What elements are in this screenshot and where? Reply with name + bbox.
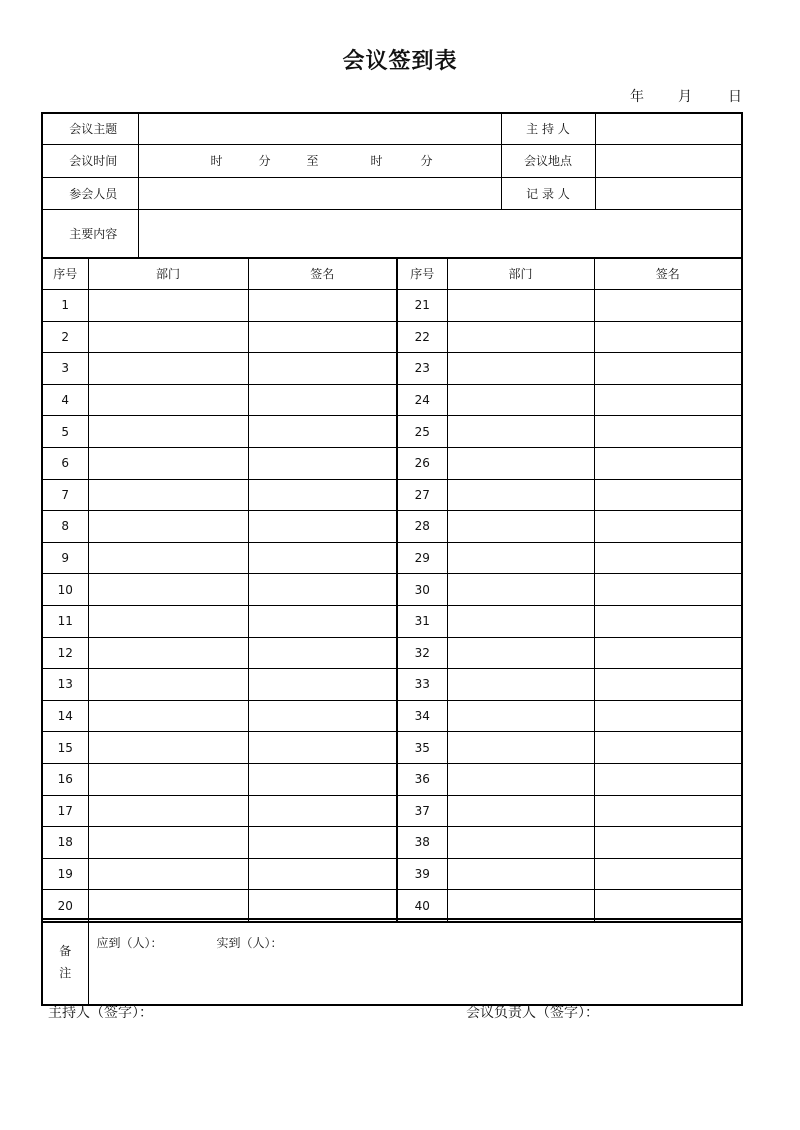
table-header-row	[42, 258, 742, 290]
row-no-left: 13	[42, 669, 88, 701]
row-no-left: 5	[42, 416, 88, 448]
row-no-left: 17	[42, 795, 88, 827]
dept-cell-left[interactable]	[88, 669, 248, 701]
page-title: 会议签到表	[342, 49, 458, 74]
row-no-left: 6	[42, 447, 88, 479]
dept-cell-left[interactable]	[88, 542, 248, 574]
topic-field[interactable]	[138, 113, 501, 144]
row-no-left: 7	[42, 479, 88, 511]
remark-field[interactable]	[88, 919, 742, 1005]
sign-cell-left[interactable]	[248, 637, 397, 669]
row-no-right: 26	[397, 447, 447, 479]
table-row	[42, 416, 742, 448]
sign-cell-right[interactable]	[594, 795, 742, 827]
sign-cell-right[interactable]	[594, 479, 742, 511]
attendees-label: 参会人员	[42, 177, 138, 209]
header-no-right: 序号	[397, 258, 447, 290]
row-no-right: 21	[397, 290, 447, 322]
sign-cell-right[interactable]	[594, 574, 742, 606]
row-no-left: 14	[42, 700, 88, 732]
time-hour-2: 时	[370, 153, 383, 168]
sign-cell-right[interactable]	[594, 732, 742, 764]
dept-cell-left[interactable]	[88, 700, 248, 732]
row-no-left: 12	[42, 637, 88, 669]
header-no-left: 序号	[42, 258, 88, 290]
table-row	[42, 732, 742, 764]
dept-cell-right[interactable]	[447, 763, 594, 795]
row-no-left: 1	[42, 290, 88, 322]
dept-cell-left[interactable]	[88, 416, 248, 448]
date-month: 月	[678, 89, 692, 105]
dept-cell-left[interactable]	[88, 353, 248, 385]
sign-cell-left[interactable]	[248, 384, 397, 416]
table-row	[42, 827, 742, 859]
dept-cell-right[interactable]	[447, 858, 594, 890]
row-no-right: 31	[397, 605, 447, 637]
row-no-right: 30	[397, 574, 447, 606]
dept-cell-left[interactable]	[88, 858, 248, 890]
remark-label	[42, 919, 88, 1005]
host-label: 主 持 人	[501, 113, 595, 144]
date-year: 年	[630, 89, 644, 105]
dept-cell-left[interactable]	[88, 732, 248, 764]
row-no-left: 20	[42, 890, 88, 922]
manager-signature: 会议负责人（签字）：	[466, 1005, 599, 1021]
row-no-right: 37	[397, 795, 447, 827]
dept-cell-right[interactable]	[447, 447, 594, 479]
dept-cell-right[interactable]	[447, 479, 594, 511]
table-row	[42, 669, 742, 701]
table-row	[42, 858, 742, 890]
sign-cell-right[interactable]	[594, 321, 742, 353]
sign-cell-left[interactable]	[248, 732, 397, 764]
remark-label-1: 备	[59, 944, 72, 958]
location-label: 会议地点	[501, 144, 595, 177]
dept-cell-right[interactable]	[447, 732, 594, 764]
row-no-right: 29	[397, 542, 447, 574]
row-no-right: 39	[397, 858, 447, 890]
content-label: 主要内容	[42, 209, 138, 258]
table-row	[42, 290, 742, 322]
time-minute-1: 分	[258, 153, 271, 168]
dept-cell-right[interactable]	[447, 290, 594, 322]
row-no-left: 16	[42, 763, 88, 795]
table-row	[42, 542, 742, 574]
sign-cell-right[interactable]	[594, 542, 742, 574]
row-no-left: 8	[42, 511, 88, 543]
sign-cell-right[interactable]	[594, 827, 742, 859]
topic-label: 会议主题	[42, 113, 138, 144]
sign-cell-left[interactable]	[248, 416, 397, 448]
dept-cell-left[interactable]	[88, 290, 248, 322]
header-sign-right: 签名	[594, 258, 742, 290]
sign-cell-left[interactable]	[248, 353, 397, 385]
sign-cell-left[interactable]	[248, 542, 397, 574]
dept-cell-right[interactable]	[447, 384, 594, 416]
sign-cell-left[interactable]	[248, 795, 397, 827]
sign-cell-left[interactable]	[248, 574, 397, 606]
dept-cell-left[interactable]	[88, 763, 248, 795]
remark-table	[41, 918, 743, 1006]
table-row	[42, 574, 742, 606]
dept-cell-left[interactable]	[88, 321, 248, 353]
dept-cell-left[interactable]	[88, 637, 248, 669]
header-dept-right: 部门	[447, 258, 594, 290]
date-line	[600, 86, 750, 108]
sign-cell-left[interactable]	[248, 763, 397, 795]
time-hour-1: 时	[210, 153, 223, 168]
dept-cell-right[interactable]	[447, 637, 594, 669]
attendees-field[interactable]	[138, 177, 501, 209]
row-no-left: 10	[42, 574, 88, 606]
sign-cell-left[interactable]	[248, 605, 397, 637]
sign-cell-left[interactable]	[248, 290, 397, 322]
dept-cell-right[interactable]	[447, 669, 594, 701]
row-no-right: 34	[397, 700, 447, 732]
row-no-right: 36	[397, 763, 447, 795]
table-row	[42, 384, 742, 416]
row-no-left: 15	[42, 732, 88, 764]
table-row	[42, 479, 742, 511]
sign-cell-left[interactable]	[248, 479, 397, 511]
dept-cell-right[interactable]	[447, 511, 594, 543]
dept-cell-left[interactable]	[88, 384, 248, 416]
expected-count-label: 应到（人）：	[96, 936, 163, 950]
meeting-info-table	[41, 112, 743, 259]
sign-cell-left[interactable]	[248, 858, 397, 890]
dept-cell-left[interactable]	[88, 605, 248, 637]
row-no-right: 24	[397, 384, 447, 416]
dept-cell-right[interactable]	[447, 321, 594, 353]
sign-in-table	[41, 257, 743, 923]
sign-cell-left[interactable]	[248, 511, 397, 543]
row-no-left: 19	[42, 858, 88, 890]
sign-cell-right[interactable]	[594, 858, 742, 890]
dept-cell-left[interactable]	[88, 479, 248, 511]
sign-cell-right[interactable]	[594, 416, 742, 448]
dept-cell-right[interactable]	[447, 827, 594, 859]
dept-cell-right[interactable]	[447, 700, 594, 732]
sign-cell-left[interactable]	[248, 669, 397, 701]
sign-cell-right[interactable]	[594, 637, 742, 669]
row-no-right: 35	[397, 732, 447, 764]
sign-cell-right[interactable]	[594, 605, 742, 637]
row-no-left: 18	[42, 827, 88, 859]
row-no-right: 22	[397, 321, 447, 353]
header-sign-left: 签名	[248, 258, 397, 290]
row-no-left: 2	[42, 321, 88, 353]
dept-cell-right[interactable]	[447, 574, 594, 606]
dept-cell-left[interactable]	[88, 795, 248, 827]
table-row	[42, 511, 742, 543]
row-no-right: 27	[397, 479, 447, 511]
sign-cell-right[interactable]	[594, 384, 742, 416]
row-no-right: 33	[397, 669, 447, 701]
row-no-right: 28	[397, 511, 447, 543]
dept-cell-left[interactable]	[88, 574, 248, 606]
time-minute-2: 分	[420, 153, 433, 168]
host-signature: 主持人（签字）：	[48, 1005, 153, 1021]
sign-cell-right[interactable]	[594, 700, 742, 732]
sign-cell-left[interactable]	[248, 827, 397, 859]
row-no-right: 40	[397, 890, 447, 922]
sign-cell-left[interactable]	[248, 447, 397, 479]
row-no-right: 23	[397, 353, 447, 385]
dept-cell-right[interactable]	[447, 795, 594, 827]
time-label: 会议时间	[42, 144, 138, 177]
row-no-left: 4	[42, 384, 88, 416]
row-no-left: 3	[42, 353, 88, 385]
dept-cell-right[interactable]	[447, 542, 594, 574]
row-no-left: 11	[42, 605, 88, 637]
location-field[interactable]	[595, 144, 742, 177]
dept-cell-right[interactable]	[447, 416, 594, 448]
sign-cell-right[interactable]	[594, 763, 742, 795]
table-row	[42, 637, 742, 669]
row-no-left: 9	[42, 542, 88, 574]
table-row	[42, 447, 742, 479]
row-no-right: 25	[397, 416, 447, 448]
sign-cell-right[interactable]	[594, 511, 742, 543]
table-row	[42, 605, 742, 637]
recorder-label: 记 录 人	[501, 177, 595, 209]
content-field[interactable]	[138, 209, 742, 258]
sign-cell-left[interactable]	[248, 321, 397, 353]
time-field[interactable]	[138, 144, 501, 177]
table-row	[42, 700, 742, 732]
sign-cell-right[interactable]	[594, 290, 742, 322]
dept-cell-left[interactable]	[88, 447, 248, 479]
date-day: 日	[728, 89, 742, 105]
row-no-right: 32	[397, 637, 447, 669]
actual-count-label: 实到（人）：	[216, 936, 283, 950]
table-row	[42, 763, 742, 795]
dept-cell-left[interactable]	[88, 511, 248, 543]
table-row	[42, 321, 742, 353]
table-row	[42, 795, 742, 827]
table-row	[42, 353, 742, 385]
host-field[interactable]	[595, 113, 742, 144]
row-no-right: 38	[397, 827, 447, 859]
dept-cell-left[interactable]	[88, 827, 248, 859]
recorder-field[interactable]	[595, 177, 742, 209]
header-dept-left: 部门	[88, 258, 248, 290]
sign-cell-right[interactable]	[594, 353, 742, 385]
sign-cell-left[interactable]	[248, 700, 397, 732]
time-to: 至	[306, 153, 319, 168]
sign-cell-right[interactable]	[594, 669, 742, 701]
sign-cell-right[interactable]	[594, 447, 742, 479]
dept-cell-right[interactable]	[447, 353, 594, 385]
dept-cell-right[interactable]	[447, 605, 594, 637]
remark-label-2: 注	[59, 966, 72, 980]
